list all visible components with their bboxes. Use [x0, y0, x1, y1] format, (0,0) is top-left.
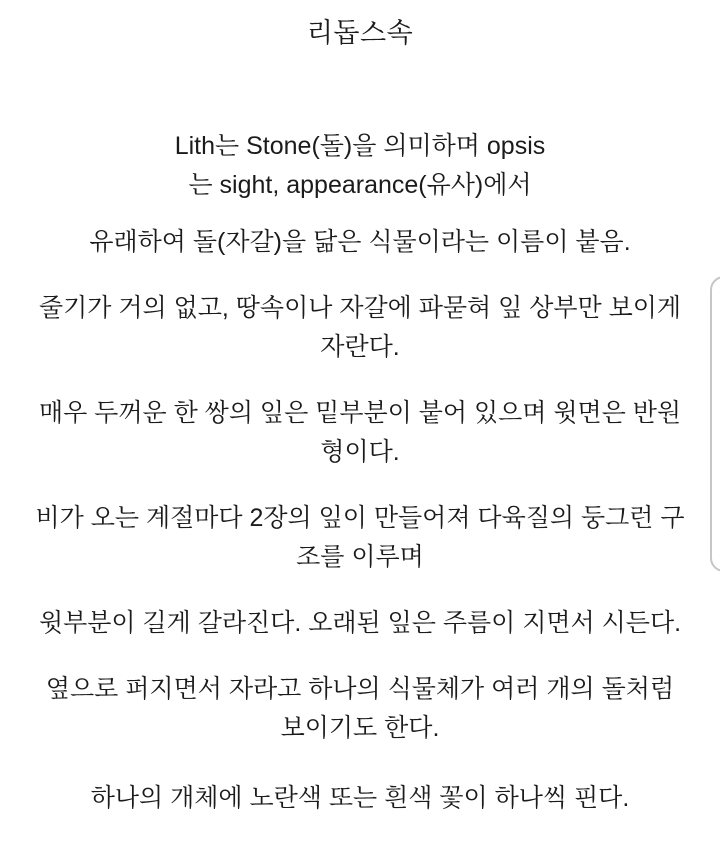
text-line: 형이다.: [320, 438, 400, 466]
text-line: Lith는 Stone(돌)을 의미하며 opsis: [174, 132, 546, 160]
text-line: 비가 오는 계절마다 2장의 잎이 만들어져 다육질의 둥그런 구: [35, 504, 685, 532]
paragraph-splitting: [20, 604, 700, 643]
text-line: 옆으로 퍼지면서 자라고 하나의 식물체가 여러 개의 돌처럼: [45, 675, 675, 703]
paragraph-growth-habit: [20, 289, 700, 367]
text-line: 보이기도 한다.: [280, 714, 440, 742]
page-title: 리돕스속: [306, 18, 414, 48]
text-line: 유래하여 돌(자갈)을 닮은 식물이라는 이름이 붙음.: [89, 228, 631, 256]
text-line: 자란다.: [320, 333, 400, 361]
paragraph-name-origin: [20, 223, 700, 262]
edge-scrollbar-handle[interactable]: [710, 276, 720, 572]
text-line: 조를 이루며: [296, 543, 424, 571]
paragraph-leaf-shape: [20, 394, 700, 472]
text-line: 줄기가 거의 없고, 땅속이나 자갈에 파묻혀 잎 상부만 보이게: [38, 294, 682, 322]
text-line: 는 sight, appearance(유사)에서: [188, 171, 532, 199]
paragraph-spreading: [20, 670, 700, 748]
text-line: 윗부분이 길게 갈라진다. 오래된 잎은 주름이 지면서 시든다.: [38, 609, 682, 637]
paragraph-seasonal-leaves: [20, 499, 700, 577]
text-line: 하나의 개체에 노란색 또는 흰색 꽃이 하나씩 핀다.: [90, 784, 630, 812]
document-page: [0, 15, 720, 818]
paragraph-flower: [20, 779, 700, 818]
text-line: 매우 두꺼운 한 쌍의 잎은 밑부분이 붙어 있으며 윗면은 반원: [38, 399, 682, 427]
paragraph-etymology: [20, 127, 700, 205]
